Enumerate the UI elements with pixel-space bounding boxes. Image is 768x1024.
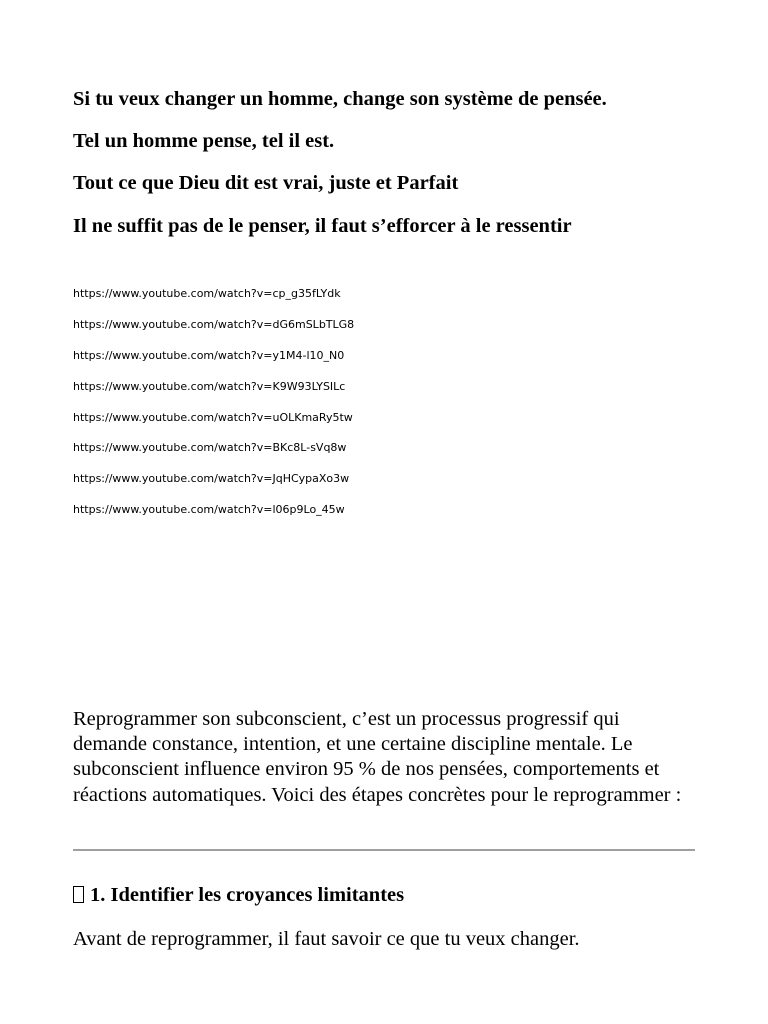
section-body-text: Avant de reprogrammer, il faut savoir ce que tu veux changer.: [73, 928, 580, 950]
section-heading: [73, 882, 404, 908]
quote-2: Tel un homme pense, tel il est.: [73, 130, 335, 152]
quote-3: Tout ce que Dieu dit est vrai, juste et Parfait: [73, 172, 459, 194]
intro-paragraph: Reprogrammer son subconscient, c’est un processus progressif qui demande constance, intention, et une certaine discipline mentale. Le subconscient influence environ 95 % de nos pensées, comportements et réactions automatiques. Voici des étapes concrètes pour le reprogrammer :: [73, 708, 682, 806]
horizontal-divider: [73, 849, 695, 851]
youtube-link[interactable]: https://www.youtube.com/watch?v=K9W93LYSILc: [73, 379, 346, 393]
youtube-link[interactable]: https://www.youtube.com/watch?v=l06p9Lo_45w: [73, 503, 345, 517]
youtube-link[interactable]: https://www.youtube.com/watch?v=BKc8L-sVq8w: [73, 441, 347, 455]
section-heading-text: 1. Identifier les croyances limitantes: [90, 884, 405, 906]
youtube-link[interactable]: https://www.youtube.com/watch?v=JqHCypaXo3w: [73, 472, 350, 486]
quote-1: Si tu veux changer un homme, change son système de pensée.: [73, 88, 607, 110]
youtube-link[interactable]: https://www.youtube.com/watch?v=dG6mSLbTLG8: [73, 317, 355, 331]
youtube-link[interactable]: https://www.youtube.com/watch?v=uOLKmaRy5tw: [73, 410, 353, 424]
youtube-link-list: [73, 285, 354, 532]
youtube-link[interactable]: https://www.youtube.com/watch?v=cp_g35fLYdk: [73, 287, 341, 300]
quote-4: Il ne suffit pas de le penser, il faut s’efforcer à le ressentir: [73, 215, 572, 237]
youtube-link[interactable]: https://www.youtube.com/watch?v=y1M4-l10_N0: [73, 348, 345, 362]
missing-glyph-icon: [73, 886, 84, 903]
